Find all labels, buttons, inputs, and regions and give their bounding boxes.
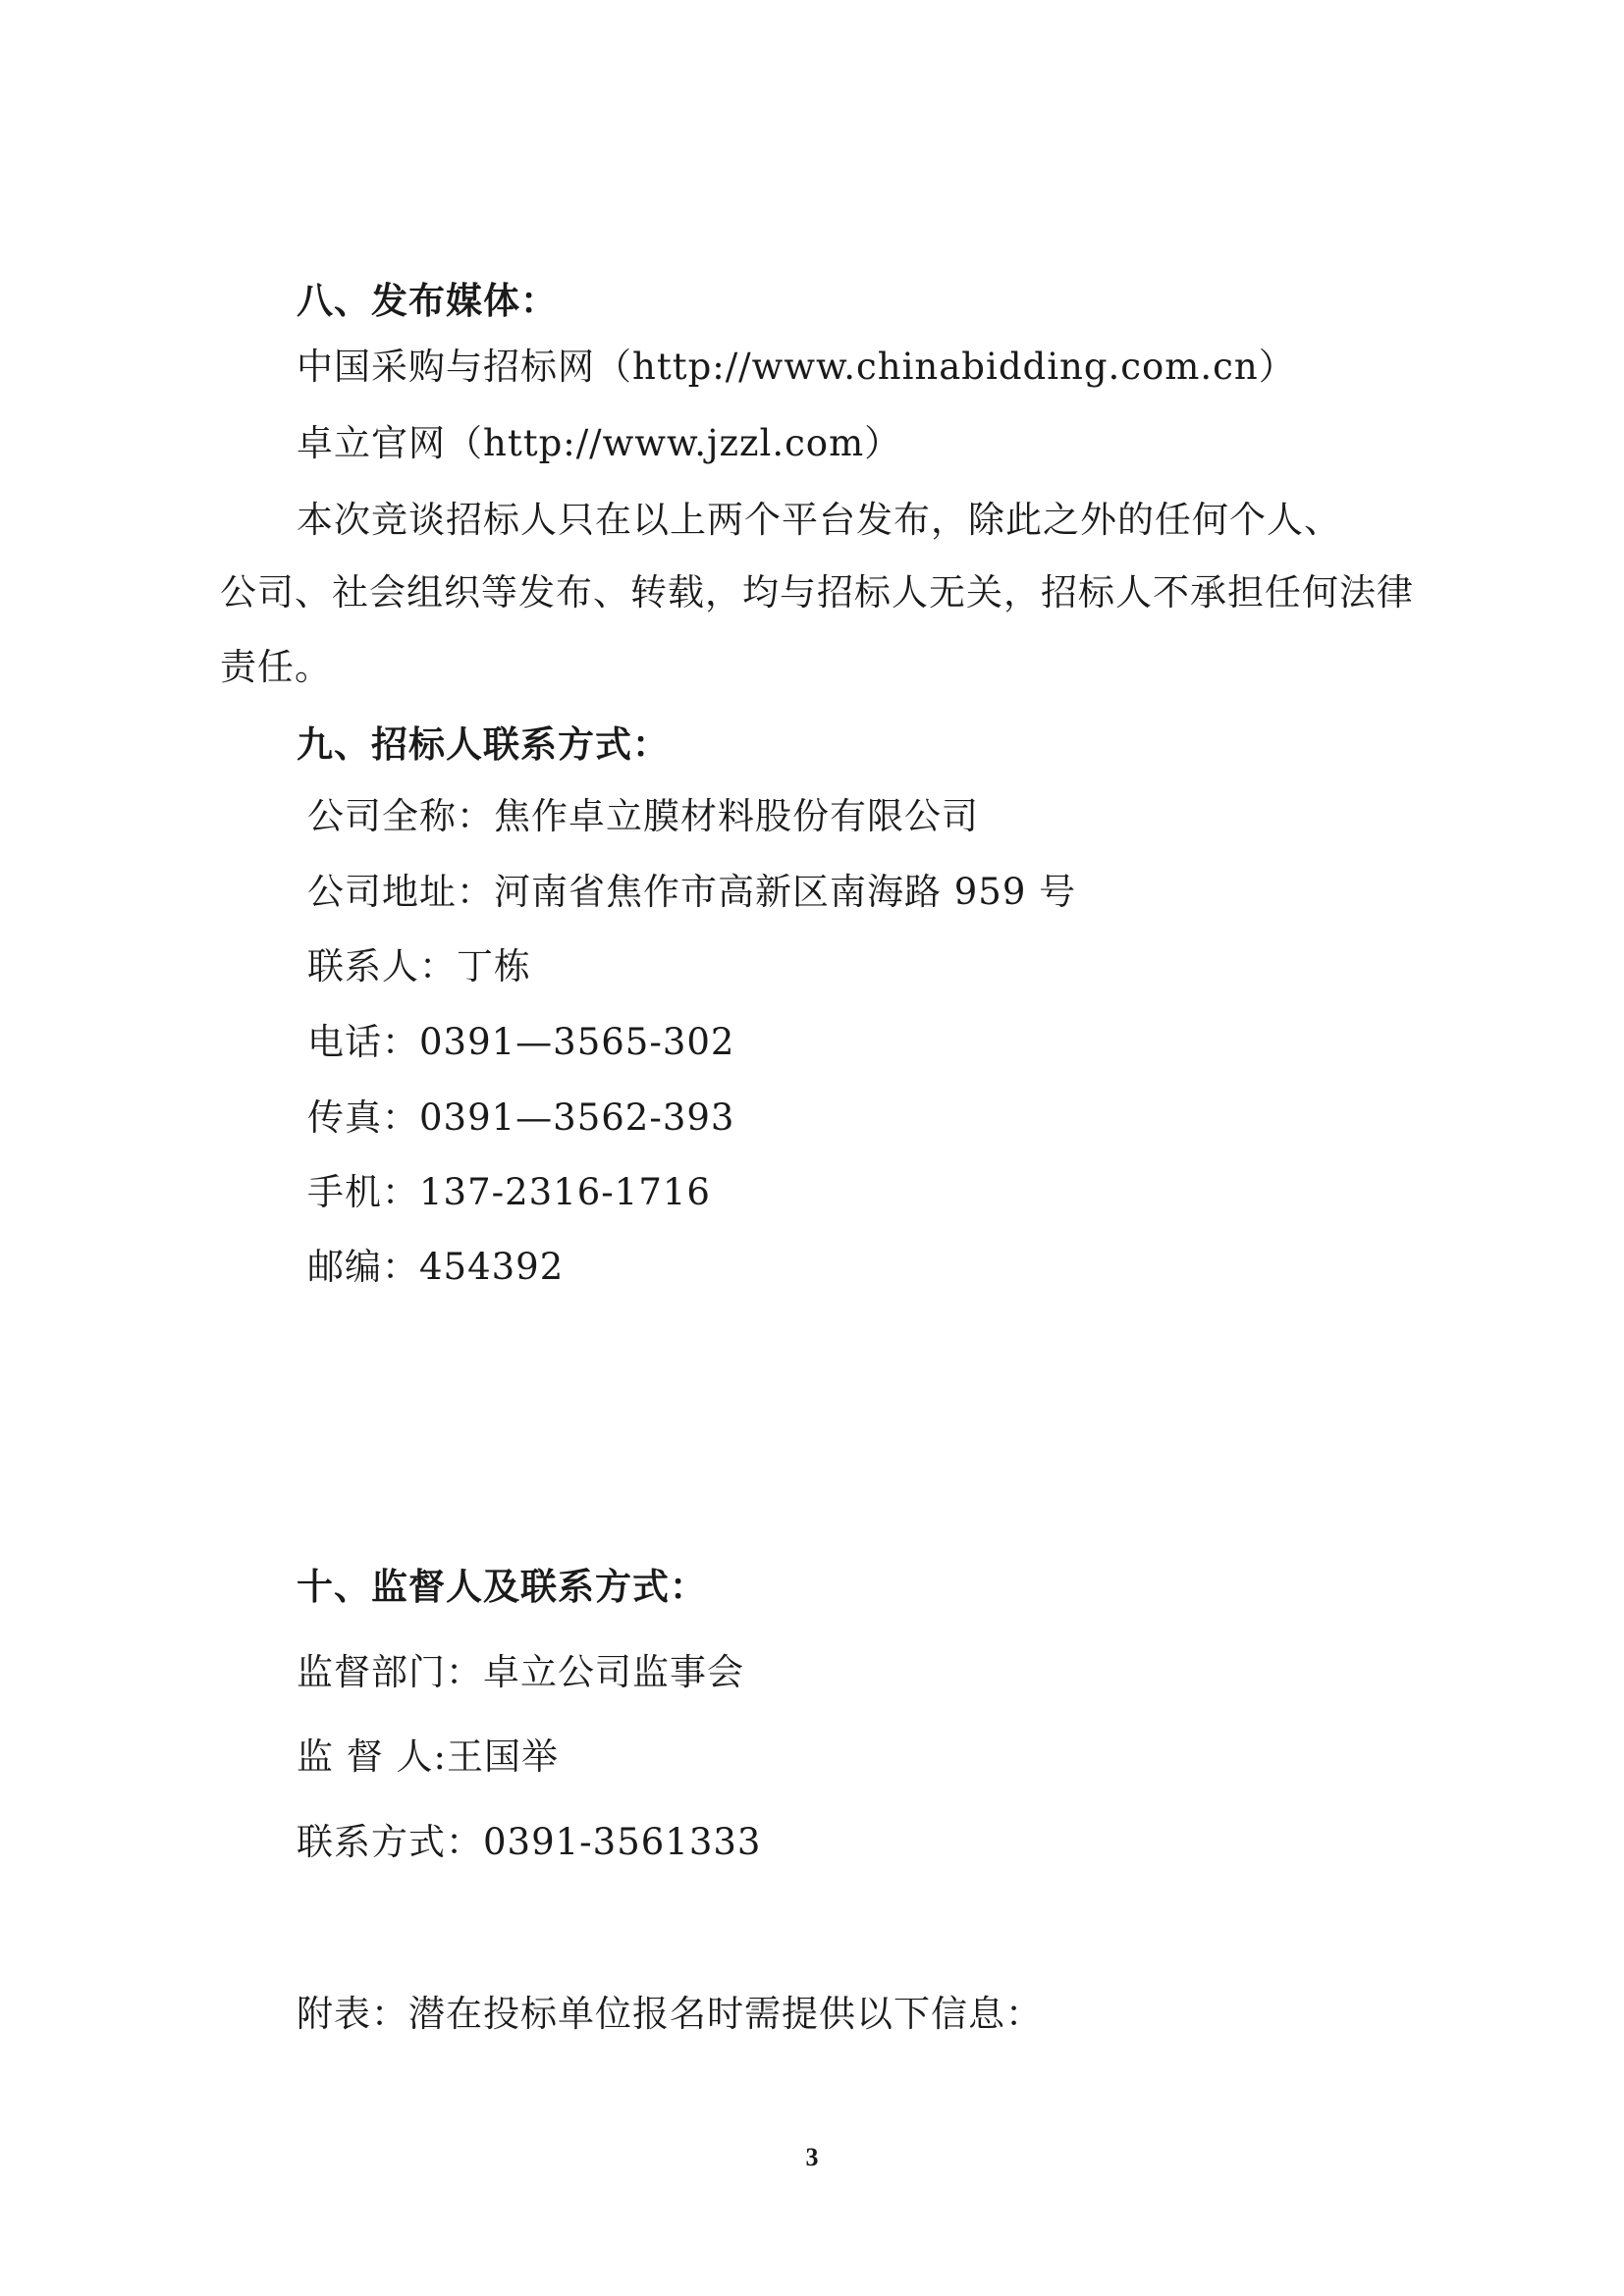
company-name: 公司全称：焦作卓立膜材料股份有限公司 bbox=[307, 795, 979, 837]
supervisor-contact: 联系方式：0391-3561333 bbox=[297, 1821, 762, 1863]
notice-line-2: 公司、社会组织等发布、转载，均与招标人无关，招标人不承担任何法律 bbox=[220, 571, 1414, 614]
mobile-number: 手机：137-2316-1716 bbox=[307, 1171, 711, 1213]
appendix-note: 附表：潜在投标单位报名时需提供以下信息： bbox=[297, 1993, 1043, 2035]
company-address: 公司地址：河南省焦作市高新区南海路 959 号 bbox=[307, 871, 1077, 913]
media-line-2: 卓立官网（http://www.jzzl.com） bbox=[297, 422, 902, 464]
supervision-department: 监督部门：卓立公司监事会 bbox=[297, 1651, 744, 1693]
notice-line-3: 责任。 bbox=[220, 646, 332, 688]
notice-line-1: 本次竞谈招标人只在以上两个平台发布，除此之外的任何个人、 bbox=[297, 499, 1341, 541]
section10-heading: 十、监督人及联系方式： bbox=[297, 1565, 707, 1608]
media-line-1: 中国采购与招标网（http://www.chinabidding.com.cn） bbox=[297, 346, 1296, 388]
section8-heading: 八、发布媒体： bbox=[297, 279, 558, 322]
section9-heading: 九、招标人联系方式： bbox=[297, 722, 670, 766]
page-number: 3 bbox=[805, 2143, 819, 2171]
postcode: 邮编：454392 bbox=[307, 1246, 565, 1288]
phone-number: 电话：0391—3565-302 bbox=[307, 1021, 735, 1063]
contact-person: 联系人：丁栋 bbox=[307, 945, 531, 988]
supervisor: 监 督 人:王国举 bbox=[297, 1735, 559, 1778]
fax-number: 传真：0391—3562-393 bbox=[307, 1096, 735, 1139]
